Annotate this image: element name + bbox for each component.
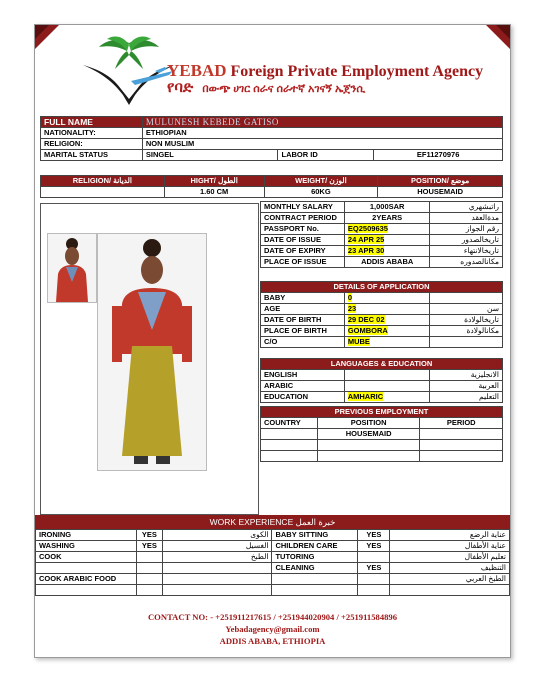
work-skill-left-value: YES	[136, 530, 162, 541]
work-row	[36, 541, 510, 552]
application-value: 29 DEC 02	[347, 315, 385, 324]
contract-arabic: تاريخالصدور	[430, 235, 503, 246]
work-skill-right-value: YES	[358, 530, 390, 541]
work-row	[36, 574, 510, 585]
work-skill-right-value	[358, 552, 390, 563]
application-value-cell	[344, 326, 430, 337]
weight-header: WEIGHT/ الوزن	[264, 176, 378, 187]
application-value-cell	[344, 293, 430, 304]
application-label: PLACE OF BIRTH	[261, 326, 345, 337]
labor-id-value: EF11270976	[374, 150, 503, 161]
work-skill-right-arabic: تعليم الأطفال	[390, 552, 510, 563]
contract-arabic: مكانالصدوره	[430, 257, 503, 268]
cv-page	[34, 24, 511, 658]
work-skill-right-arabic: عناية الرضع	[390, 530, 510, 541]
application-arabic	[430, 293, 503, 304]
marital-row	[41, 150, 503, 161]
education-label: EDUCATION	[261, 392, 345, 403]
application-arabic: مكانالولادة	[430, 326, 503, 337]
work-skill-left-arabic: الطبخ	[162, 552, 272, 563]
work-skill-left-arabic	[162, 563, 272, 574]
prev-period	[420, 429, 503, 440]
application-table	[260, 281, 503, 348]
languages-table	[260, 358, 503, 403]
contact-phones: CONTACT NO: - +251911217615 / +251944020904 / +251911584896	[147, 612, 398, 622]
application-title: DETAILS OF APPLICATION	[261, 282, 503, 293]
contract-label: DATE OF EXPIRY	[261, 246, 345, 257]
work-skill-right-value: YES	[358, 541, 390, 552]
contract-arabic: مدةالعقد	[430, 213, 503, 224]
work-row-empty	[36, 585, 510, 596]
work-skill-left	[36, 563, 137, 574]
contract-value-cell: 1,000SAR	[344, 202, 430, 213]
application-row	[261, 315, 503, 326]
personal-info-table	[40, 116, 503, 161]
work-row	[36, 530, 510, 541]
work-skill-left-value	[136, 574, 162, 585]
prev-country	[261, 429, 318, 440]
work-skill-left-value: YES	[136, 541, 162, 552]
application-label: AGE	[261, 304, 345, 315]
position-value: HOUSEMAID	[378, 187, 503, 198]
palm-tree-logo-icon	[77, 35, 177, 107]
work-skill-left-value	[136, 552, 162, 563]
contact-email[interactable]: Yebadagency@gmail.com	[225, 624, 320, 634]
previous-row-empty	[261, 440, 503, 451]
languages-title: LANGUAGES & EDUCATION	[261, 359, 503, 370]
work-experience-table	[35, 529, 510, 596]
height-header: HIGHT/ الطول	[164, 176, 264, 187]
contract-row	[261, 213, 503, 224]
application-row	[261, 304, 503, 315]
work-skill-left-arabic: الكوى	[162, 530, 272, 541]
contract-value-cell	[344, 246, 430, 257]
religion-attr-value	[41, 187, 165, 198]
work-skill-left: WASHING	[36, 541, 137, 552]
contract-value: 24 APR 25	[347, 235, 385, 244]
contract-row	[261, 202, 503, 213]
work-skill-right: BABY SITTING	[272, 530, 358, 541]
application-row	[261, 337, 503, 348]
contract-value: 23 APR 30	[347, 246, 385, 255]
contract-value-cell: 2YEARS	[344, 213, 430, 224]
attributes-header-row	[41, 176, 503, 187]
work-skill-left: COOK	[36, 552, 137, 563]
work-skill-right	[272, 574, 358, 585]
work-skill-left-value	[136, 563, 162, 574]
contract-value: EQ2509635	[347, 224, 388, 233]
country-header: COUNTRY	[261, 418, 318, 429]
education-value-cell	[344, 392, 430, 403]
position-header: POSITION/ موضع	[378, 176, 503, 187]
work-experience-title: WORK EXPERIENCE خبرة العمل	[35, 515, 510, 529]
previous-row	[261, 429, 503, 440]
height-value: 1.60 CM	[164, 187, 264, 198]
prev-position: HOUSEMAID	[317, 429, 420, 440]
agency-name	[167, 61, 483, 81]
contract-row	[261, 235, 503, 246]
work-skill-left: COOK ARABIC FOOD	[36, 574, 137, 585]
work-skill-right: TUTORING	[272, 552, 358, 563]
application-arabic: سن	[430, 304, 503, 315]
arabic-arabic: العربية	[430, 381, 503, 392]
religion-value: NON MUSLIM	[142, 139, 502, 150]
work-skill-right: CHILDREN CARE	[272, 541, 358, 552]
attributes-table	[40, 175, 503, 198]
work-skill-right-value: YES	[358, 563, 390, 574]
work-skill-left-arabic: الغسيل	[162, 541, 272, 552]
english-arabic: الانجليزية	[430, 370, 503, 381]
amharic-name	[167, 79, 365, 96]
contract-row	[261, 257, 503, 268]
full-name-label: FULL NAME	[41, 117, 143, 128]
english-label: ENGLISH	[261, 370, 345, 381]
contract-arabic: رقم الجواز	[430, 224, 503, 235]
previous-header-row	[261, 418, 503, 429]
full-name-value: MULUNESH KEBEDE GATISO	[142, 117, 502, 128]
contract-row	[261, 224, 503, 235]
work-skill-right-value	[358, 574, 390, 585]
period-header: PERIOD	[420, 418, 503, 429]
application-value: GOMBORA	[347, 326, 388, 335]
education-arabic: التعليم	[430, 392, 503, 403]
english-row	[261, 370, 503, 381]
application-row	[261, 293, 503, 304]
full-name-row	[41, 117, 503, 128]
work-skill-right-arabic: عناية الأطفال	[390, 541, 510, 552]
religion-header: RELIGION/ الديانة	[41, 176, 165, 187]
contact-block	[35, 611, 510, 647]
arabic-row	[261, 381, 503, 392]
amharic-tagline: በውጭ ሀገር ሰራና ሰራተኛ አገናኝ ኤጀንሲ	[202, 83, 366, 95]
religion-row	[41, 139, 503, 150]
contract-value-cell	[344, 224, 430, 235]
arabic-label: ARABIC	[261, 381, 345, 392]
attributes-value-row	[41, 187, 503, 198]
nationality-row	[41, 128, 503, 139]
contract-label: CONTRACT PERIOD	[261, 213, 345, 224]
application-value: MUBE	[347, 337, 370, 346]
application-arabic	[430, 337, 503, 348]
work-skill-right: CLEANING	[272, 563, 358, 574]
english-value	[344, 370, 430, 381]
weight-value: 60KG	[264, 187, 378, 198]
arabic-value	[344, 381, 430, 392]
contract-arabic: راتبشهري	[430, 202, 503, 213]
work-skill-right-arabic: الطبخ العربي	[390, 574, 510, 585]
work-row	[36, 552, 510, 563]
work-skill-left: IRONING	[36, 530, 137, 541]
religion-label: RELIGION:	[41, 139, 143, 150]
agency-header	[35, 25, 510, 115]
application-value: 0	[347, 293, 352, 302]
work-skill-right-arabic: التنظيف	[390, 563, 510, 574]
contract-label: MONTHLY SALARY	[261, 202, 345, 213]
previous-title: PREVIOUS EMPLOYMENT	[261, 407, 503, 418]
nationality-label: NATIONALITY:	[41, 128, 143, 139]
contract-label: PLACE OF ISSUE	[261, 257, 345, 268]
marital-value: SINGEL	[142, 150, 278, 161]
labor-id-label: LABOR ID	[278, 150, 374, 161]
contract-value-cell: ADDIS ABABA	[344, 257, 430, 268]
application-value-cell	[344, 304, 430, 315]
contract-row	[261, 246, 503, 257]
applicant-full-photo	[97, 233, 207, 471]
application-label: DATE OF BIRTH	[261, 315, 345, 326]
previous-row-empty	[261, 451, 503, 462]
amharic-brand: የባድ	[167, 79, 194, 96]
contract-arabic: تاريخالانتهاء	[430, 246, 503, 257]
brand-name: YEBAD	[167, 61, 227, 80]
education-row	[261, 392, 503, 403]
application-value: 23	[347, 304, 357, 313]
work-skill-left-arabic	[162, 574, 272, 585]
application-label: BABY	[261, 293, 345, 304]
brand-tagline: Foreign Private Employment Agency	[230, 63, 484, 80]
application-row	[261, 326, 503, 337]
applicant-passport-photo	[47, 233, 97, 303]
application-label: C/O	[261, 337, 345, 348]
application-arabic: تاريخالولادة	[430, 315, 503, 326]
prev-position-header: POSITION	[317, 418, 420, 429]
contract-value-cell	[344, 235, 430, 246]
education-value: AMHARIC	[347, 392, 384, 401]
contract-table	[260, 201, 503, 268]
work-row	[36, 563, 510, 574]
contract-label: PASSPORT No.	[261, 224, 345, 235]
marital-label: MARITAL STATUS	[41, 150, 143, 161]
contract-label: DATE OF ISSUE	[261, 235, 345, 246]
contact-city: ADDIS ABABA, ETHIOPIA	[219, 636, 326, 646]
application-value-cell	[344, 337, 430, 348]
application-value-cell	[344, 315, 430, 326]
previous-employment-table	[260, 406, 503, 462]
nationality-value: ETHIOPIAN	[142, 128, 502, 139]
